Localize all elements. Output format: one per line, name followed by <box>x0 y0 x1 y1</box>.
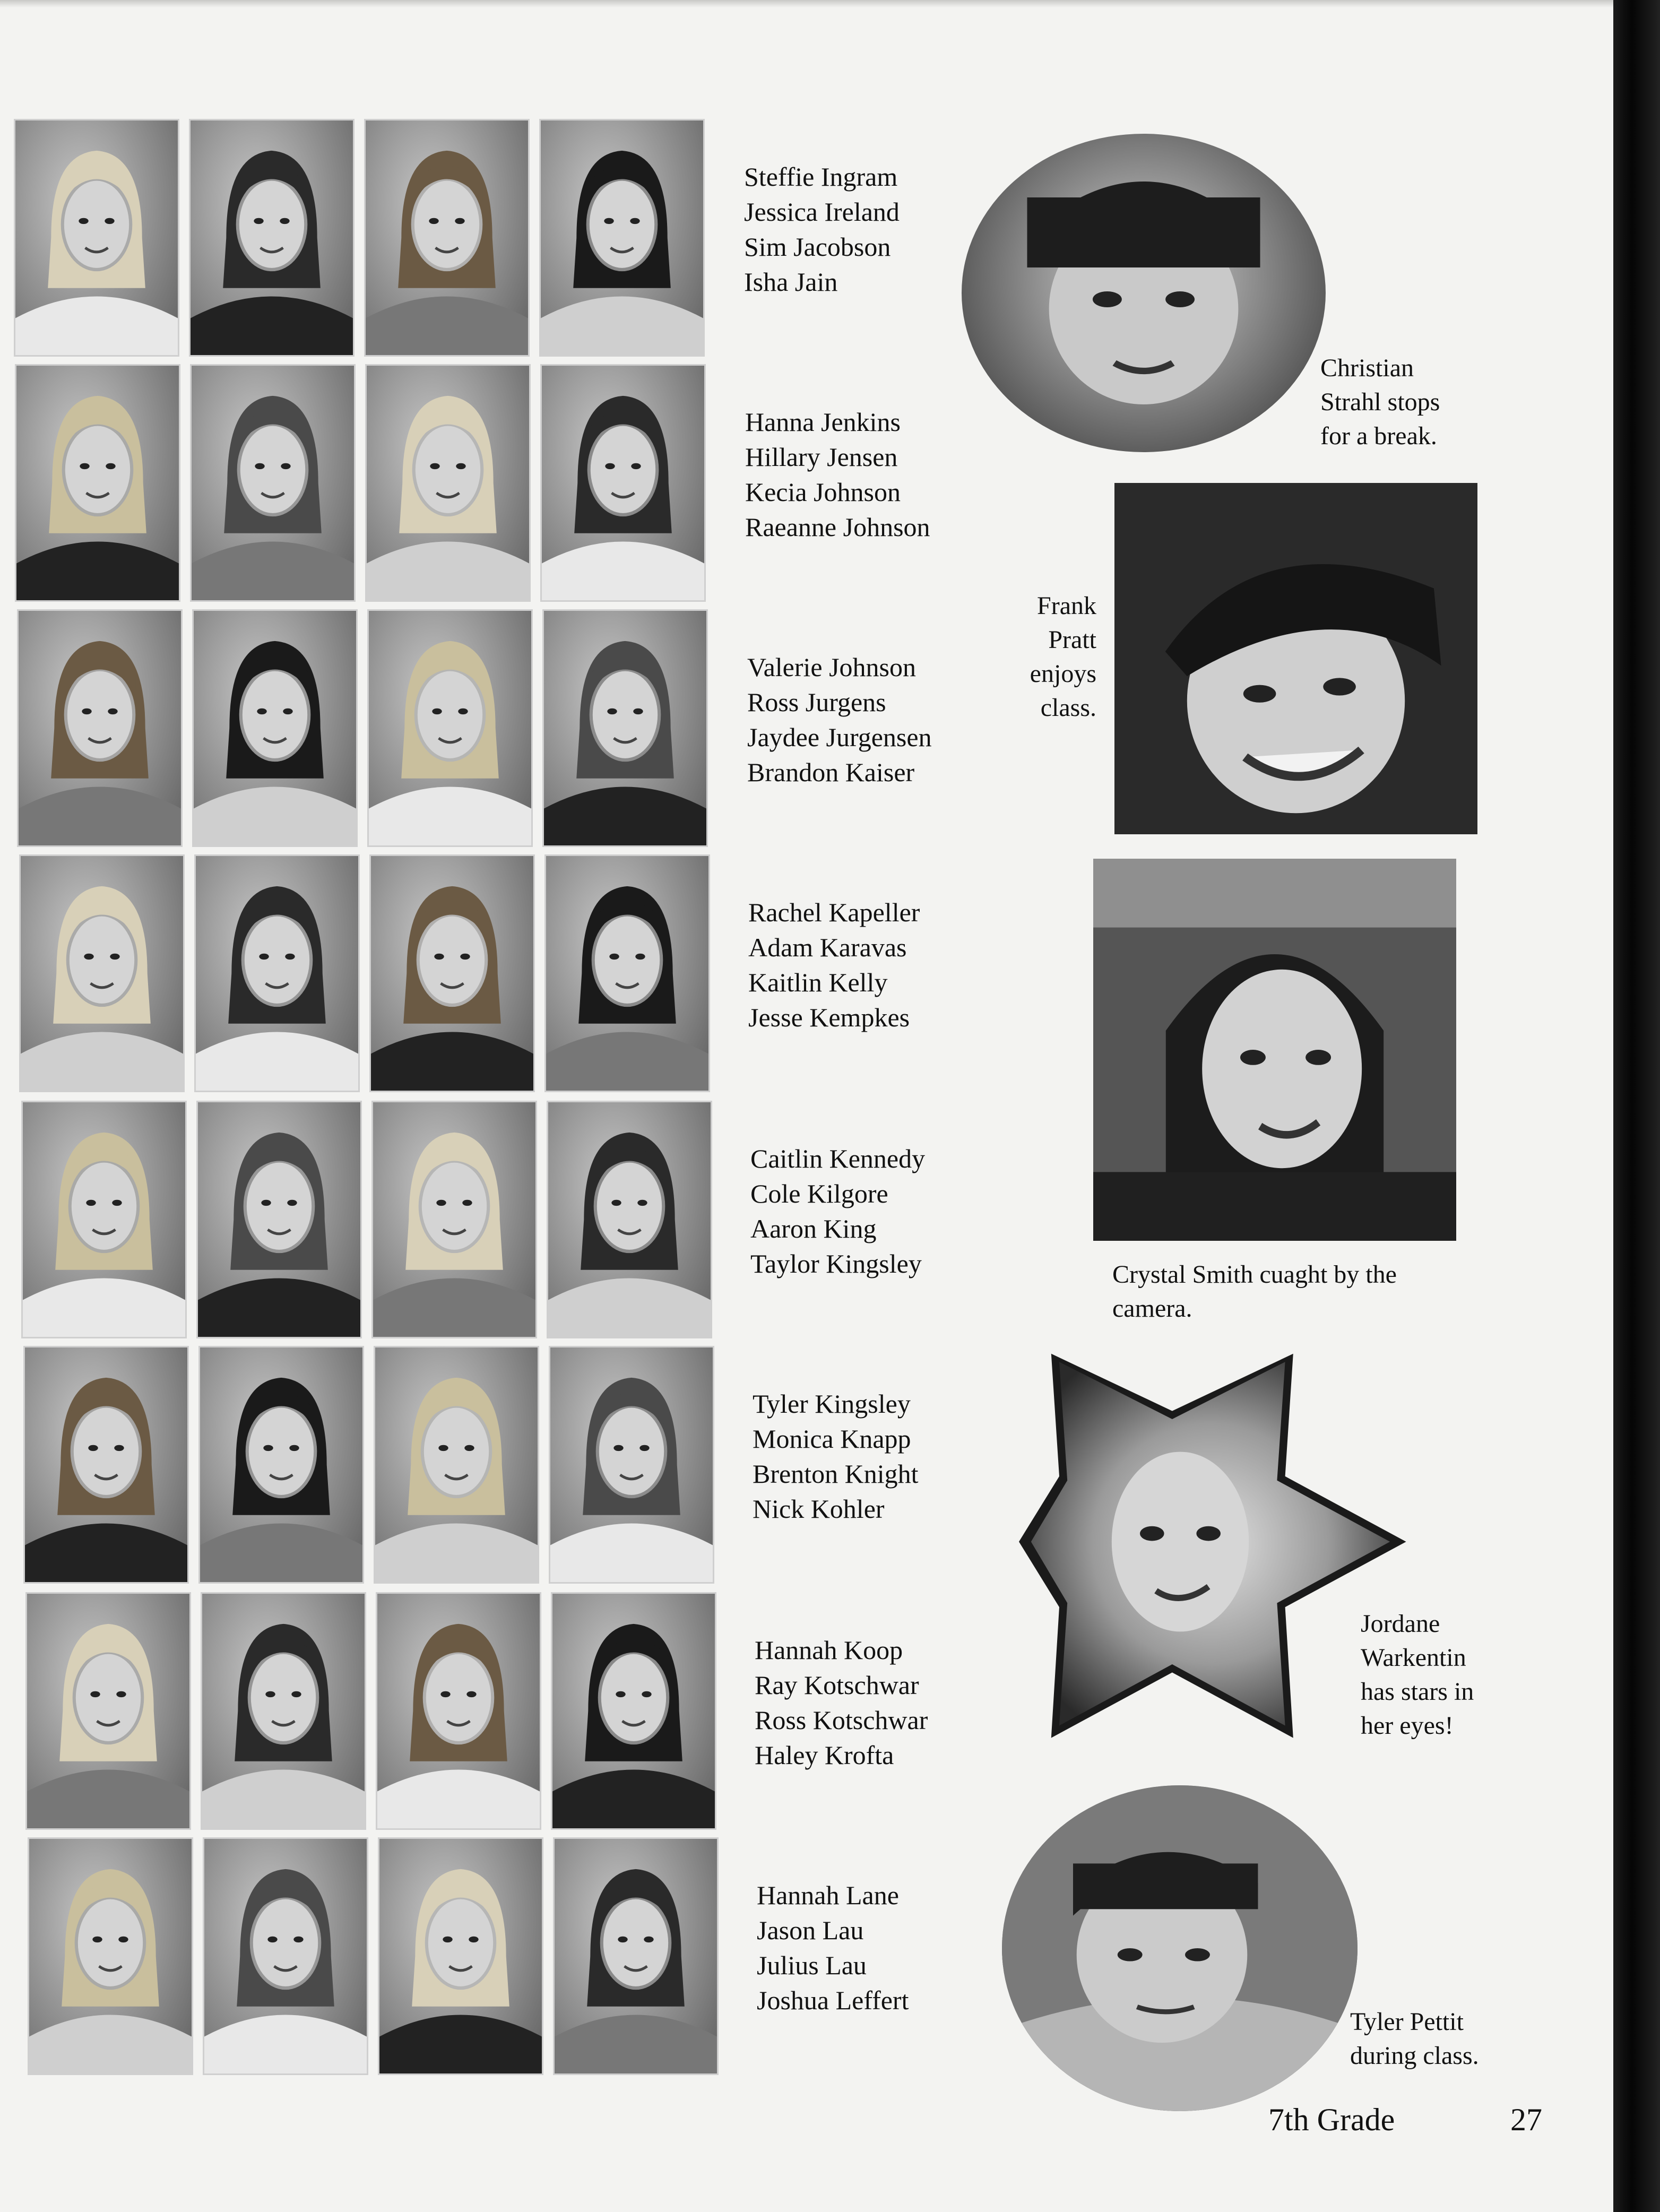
portrait-illustration <box>202 1594 365 1828</box>
candid-caption-tyler-pettit: Tyler Pettit during class. <box>1350 2008 1479 2070</box>
student-name: Rachel Kapeller <box>748 897 920 927</box>
student-name: Taylor Kingsley <box>750 1249 922 1278</box>
section-label: 7th Grade <box>1268 2102 1395 2137</box>
face-illustration <box>962 134 1326 452</box>
candid-caption-frank: Frank Pratt enjoys class. <box>1030 592 1096 722</box>
portrait-illustration <box>548 1102 711 1337</box>
student-name: Ross Jurgens <box>747 687 886 717</box>
portrait-illustration <box>375 1347 538 1582</box>
student-name: Sim Jacobson <box>744 232 891 262</box>
student-portrait <box>369 854 535 1092</box>
student-portrait <box>374 1346 539 1584</box>
student-portrait <box>371 1101 537 1338</box>
student-name: Kecia Johnson <box>745 477 901 507</box>
student-name: Brandon Kaiser <box>747 757 915 787</box>
student-portrait <box>542 609 708 847</box>
portrait-illustration <box>546 856 708 1091</box>
student-portrait <box>196 1101 362 1338</box>
portrait-illustration <box>379 1839 542 2073</box>
portrait-illustration <box>19 611 181 845</box>
student-portrait <box>549 1346 714 1584</box>
student-portrait <box>17 609 183 847</box>
student-portrait <box>376 1592 541 1830</box>
portrait-illustration <box>194 611 356 845</box>
name-list <box>753 1386 975 1526</box>
portrait-illustration <box>367 366 529 600</box>
portrait-illustration <box>373 1102 535 1337</box>
portrait-illustration <box>371 856 533 1091</box>
student-name: Valerie Johnson <box>747 652 916 682</box>
binding-edge <box>1613 0 1660 2212</box>
student-name: Jason Lau <box>757 1915 864 1945</box>
student-portrait <box>544 854 710 1092</box>
student-name: Aaron King <box>750 1214 877 1243</box>
student-portrait <box>201 1592 366 1830</box>
student-name: Ross Kotschwar <box>755 1705 928 1735</box>
portrait-illustration <box>542 366 704 600</box>
student-portrait <box>551 1592 716 1830</box>
portrait-illustration <box>196 856 358 1091</box>
student-portrait <box>198 1346 364 1584</box>
portrait-illustration <box>555 1839 717 2073</box>
portrait-illustration <box>27 1594 189 1828</box>
portrait-illustration <box>544 611 706 845</box>
student-name: Jesse Kempkes <box>748 1003 910 1032</box>
page-top-edge <box>0 0 1613 7</box>
student-portrait <box>539 119 705 357</box>
portrait-illustration <box>198 1102 360 1337</box>
student-portrait <box>553 1837 719 2075</box>
portrait-illustration <box>191 120 353 355</box>
student-name: Isha Jain <box>744 267 838 297</box>
face-illustration <box>1002 1785 1358 2111</box>
portrait-illustration <box>369 611 531 845</box>
student-portrait <box>189 119 355 357</box>
student-portrait <box>540 364 706 602</box>
portrait-illustration <box>29 1839 192 2073</box>
face-illustration <box>1093 859 1456 1241</box>
student-name: Kaitlin Kelly <box>748 967 888 997</box>
portrait-illustration <box>204 1839 367 2073</box>
portrait-illustration <box>541 120 703 355</box>
student-name: Cole Kilgore <box>750 1179 888 1208</box>
student-portrait <box>19 854 185 1092</box>
student-name: Raeanne Johnson <box>745 512 930 542</box>
name-list <box>745 404 968 545</box>
name-list <box>755 1632 978 1773</box>
student-portrait <box>15 364 180 602</box>
name-list <box>748 895 971 1035</box>
candid-caption-crystal: Crystal Smith cuaght by the camera. <box>1112 1260 1397 1323</box>
face-illustration <box>1114 483 1477 834</box>
student-name: Jessica Ireland <box>744 197 900 227</box>
name-list <box>747 650 970 790</box>
student-name: Hannah Lane <box>757 1880 899 1910</box>
page-number: 27 <box>1510 2102 1542 2137</box>
name-list <box>750 1141 973 1281</box>
name-list <box>757 1878 980 2018</box>
portrait-illustration <box>16 366 179 600</box>
student-portrait <box>365 364 531 602</box>
student-name: Hillary Jensen <box>745 442 898 472</box>
student-name: Haley Krofta <box>755 1740 894 1770</box>
student-portrait <box>14 119 179 357</box>
student-name: Jaydee Jurgensen <box>747 722 932 752</box>
portrait-illustration <box>552 1594 715 1828</box>
portrait-illustration <box>366 120 528 355</box>
student-name: Steffie Ingram <box>744 162 898 192</box>
candid-photo-frank <box>1114 483 1477 834</box>
portrait-illustration <box>200 1347 362 1582</box>
student-name: Ray Kotschwar <box>755 1670 919 1700</box>
student-name: Caitlin Kennedy <box>750 1144 926 1173</box>
student-portrait <box>25 1592 191 1830</box>
student-name: Joshua Leffert <box>757 1985 909 2015</box>
portrait-illustration <box>23 1102 185 1337</box>
portrait-illustration <box>25 1347 187 1582</box>
student-name: Julius Lau <box>757 1950 867 1980</box>
student-name: Hanna Jenkins <box>745 407 901 437</box>
candid-photo-tyler-pettit <box>1002 1785 1358 2111</box>
student-portrait <box>203 1837 368 2075</box>
portrait-illustration <box>15 120 178 355</box>
student-portrait <box>21 1101 187 1338</box>
candid-caption-christian: Christian Strahl stops for a break. <box>1320 354 1440 450</box>
student-name: Adam Karavas <box>748 932 907 962</box>
candid-photo-crystal <box>1093 859 1456 1241</box>
student-portrait <box>190 364 356 602</box>
name-list <box>744 159 967 299</box>
portrait-illustration <box>550 1347 713 1582</box>
student-portrait <box>23 1346 189 1584</box>
portrait-illustration <box>377 1594 540 1828</box>
candid-photo-christian <box>962 134 1326 452</box>
student-portrait <box>194 854 360 1092</box>
student-portrait <box>378 1837 543 2075</box>
student-name: Hannah Koop <box>755 1635 903 1665</box>
student-portrait <box>28 1837 193 2075</box>
candid-caption-jordane: Jordane Warkentin has stars in her eyes! <box>1361 1610 1474 1740</box>
student-name: Tyler Kingsley <box>753 1389 911 1419</box>
student-portrait <box>192 609 358 847</box>
student-name: Nick Kohler <box>753 1494 885 1524</box>
student-name: Brenton Knight <box>753 1459 919 1489</box>
student-portrait <box>547 1101 712 1338</box>
portrait-illustration <box>192 366 354 600</box>
portrait-illustration <box>21 856 183 1091</box>
student-name: Monica Knapp <box>753 1424 911 1454</box>
student-portrait <box>367 609 533 847</box>
student-portrait <box>364 119 530 357</box>
